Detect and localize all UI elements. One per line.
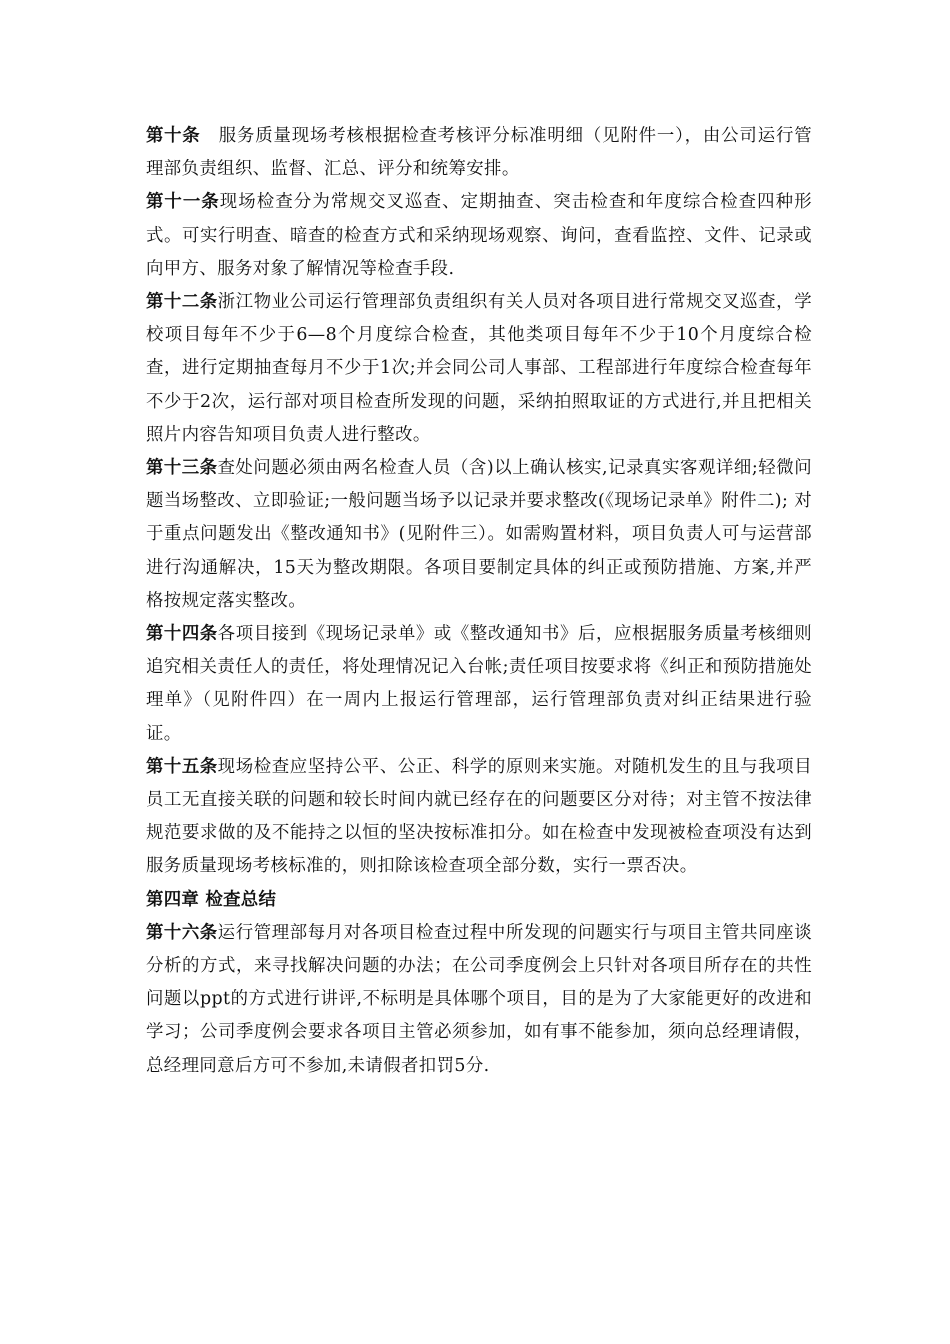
- chapter-heading: 第四章 检查总结: [146, 889, 277, 910]
- article-15-text: 现场检查应坚持公平、公正、科学的原则来实施。对随机发生的且与我项目员工无直接关联的问题和较长时间内就已经存在的问题要区分对待；对主管不按法律规范要求做的及不能持之以恒的坚决按标准扣分。如在检查中发现被检查项没有达到服务质量现场考核标准的，则扣除该检查项全部分数，实行一票否决。: [146, 756, 812, 877]
- article-15: [146, 751, 812, 884]
- article-11-text: 现场检查分为常规交叉巡查、定期抽查、突击检查和年度综合检查四种形式。可实行明查、暗查的检查方式和采纳现场观察、询问，查看监控、文件、记录或向甲方、服务对象了解情况等检查手段.: [146, 192, 812, 279]
- article-16: [146, 917, 812, 1083]
- article-12-label: 第十二条: [146, 292, 218, 313]
- article-10-label: 第十条: [146, 126, 201, 146]
- article-13-text: 查处问题必须由两名检查人员（含)以上确认核实,记录真实客观详细;轻微问题当场整改、立即验证;一般问题当场予以记录并要求整改(《现场记录单》附件二); 对于重点问题发出《整改通知书》(见附件三）。如需购置材料，项目负责人可与运营部进行沟通解决，15天为整改期限。各项目要制定具体的纠正或预防措施、方案,并严格按规定落实整改。: [146, 458, 812, 611]
- article-11: [146, 186, 812, 286]
- article-13-label: 第十三条: [146, 458, 218, 479]
- article-14: [146, 618, 812, 751]
- article-10: [146, 120, 812, 186]
- document-page: [146, 120, 812, 1083]
- article-12: [146, 286, 812, 452]
- article-16-text: 运行管理部每月对各项目检查过程中所发现的问题实行与项目主管共同座谈分析的方式，来寻找解决问题的办法；在公司季度例会上只针对各项目所存在的共性问题以ppt的方式进行讲评,不标明是具体哪个项目，目的是为了大家能更好的改进和学习；公司季度例会要求各项目主管必须参加，如有事不能参加，须向总经理请假，总经理同意后方可不参加,未请假者扣罚5分.: [146, 922, 812, 1076]
- article-16-label: 第十六条: [146, 922, 218, 943]
- article-14-label: 第十四条: [146, 624, 218, 645]
- article-13: [146, 452, 812, 618]
- article-11-label: 第十一条: [146, 192, 220, 213]
- article-10-text: 服务质量现场考核根据检查考核评分标准明细（见附件一），由公司运行管理部负责组织、监督、汇总、评分和统筹安排。: [146, 126, 812, 180]
- article-14-text: 各项目接到《现场记录单》或《整改通知书》后，应根据服务质量考核细则追究相关责任人的责任，将处理情况记入台帐;责任项目按要求将《纠正和预防措施处理单》（见附件四）在一周内上报运行管理部，运行管理部负责对纠正结果进行验证。: [146, 624, 812, 744]
- article-12-text: 浙江物业公司运行管理部负责组织有关人员对各项目进行常规交叉巡查，学校项目每年不少于6—8个月度综合检查，其他类项目每年不少于10个月度综合检查，进行定期抽查每月不少于1次;并会同公司人事部、工程部进行年度综合检查每年不少于2次，运行部对项目检查所发现的问题，采纳拍照取证的方式进行,并且把相关照片内容告知项目负责人进行整改。: [146, 292, 812, 445]
- article-15-label: 第十五条: [146, 756, 218, 777]
